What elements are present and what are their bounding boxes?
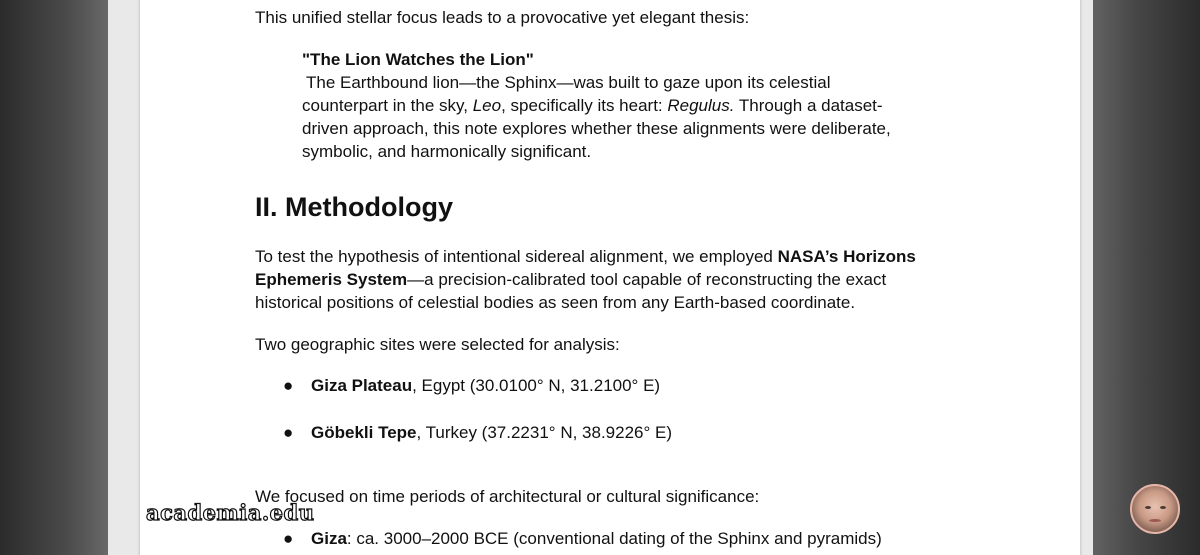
bullet-icon: ●	[283, 376, 294, 395]
background-right	[1092, 0, 1200, 555]
methodology-paragraph	[255, 245, 945, 314]
site-detail: , Egypt (30.0100° N, 31.2100° E)	[412, 376, 661, 395]
avatar-eye	[1145, 506, 1151, 509]
section-heading: II. Methodology	[255, 192, 453, 222]
thesis-leo: Leo	[472, 96, 502, 115]
user-avatar-icon[interactable]	[1130, 484, 1180, 534]
method-text-a: To test the hypothesis of intentional sidereal alignment, we employed	[255, 247, 778, 266]
intro-paragraph: This unified stellar focus leads to a provocative yet elegant thesis:	[255, 8, 750, 27]
thesis-blockquote	[302, 48, 902, 163]
site-name: Giza Plateau	[311, 376, 413, 395]
method-text-b: —a precision-calibrated tool capable of reconstructing the exact historical positions of celestial bodies as seen from any Earth-based coordinate.	[255, 270, 887, 312]
bullet-icon: ●	[283, 423, 294, 442]
background-left	[0, 0, 110, 555]
thesis-body	[302, 71, 902, 163]
thesis-text-c: Through a dataset-driven approach, this note explores whether these alignments were deliberate, symbolic, and harmonically significant.	[302, 96, 891, 161]
list-item	[283, 374, 660, 397]
thesis-regulus: Regulus.	[667, 96, 735, 115]
site-detail: , Turkey (37.2231° N, 38.9226° E)	[416, 423, 673, 442]
thesis-text-b: , specifically its heart:	[501, 96, 668, 115]
thesis-title: "The Lion Watches the Lion"	[302, 50, 534, 69]
list-item	[283, 527, 882, 550]
avatar-eye	[1160, 506, 1166, 509]
periods-intro: We focused on time periods of architectural or cultural significance:	[255, 487, 760, 506]
academia-watermark: academia.edu	[146, 500, 315, 525]
bullet-icon: ●	[283, 529, 294, 548]
avatar-mouth	[1149, 519, 1161, 522]
period-name: Giza	[311, 529, 347, 548]
period-detail: : ca. 3000–2000 BCE (conventional dating of the Sphinx and pyramids)	[346, 529, 882, 548]
thesis-text-a: The Earthbound lion—the Sphinx—was built to gaze upon its celestial counterpart in the sky,	[302, 73, 831, 115]
site-name: Göbekli Tepe	[311, 423, 417, 442]
list-item	[283, 421, 672, 444]
method-bold: NASA’s Horizons Ephemeris System	[255, 247, 916, 289]
sites-intro: Two geographic sites were selected for analysis:	[255, 335, 620, 354]
